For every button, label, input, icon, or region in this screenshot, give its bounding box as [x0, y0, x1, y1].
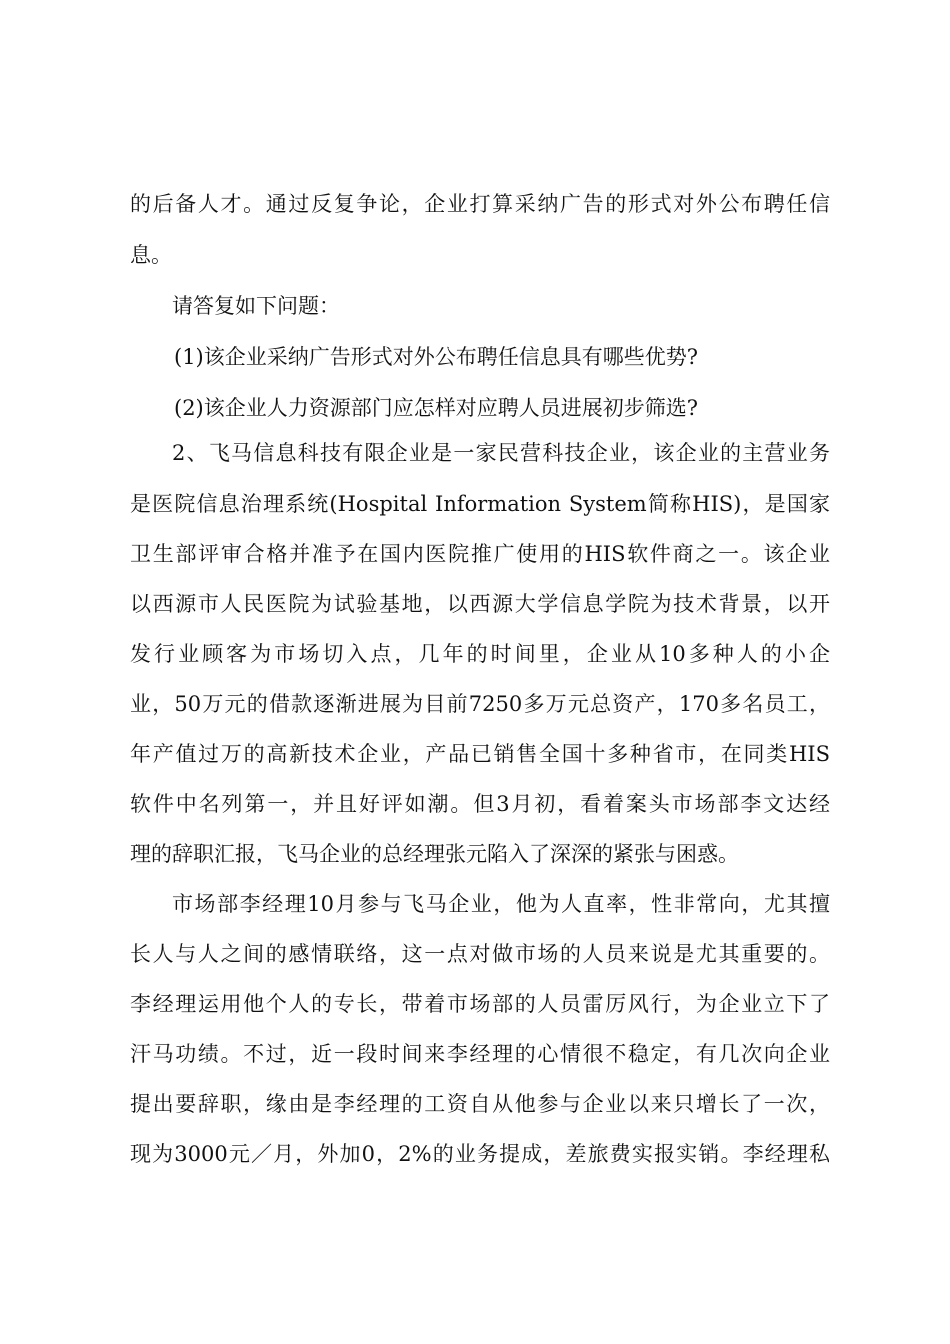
text-line: 提出要辞职，缘由是李经理的工资自从他参与企业以来只增长了一次， — [130, 1092, 830, 1116]
text-line: 息。 — [130, 243, 172, 267]
text-line: 发行业顾客为市场切入点，几年的时间里，企业从10多种人的小企 — [130, 642, 830, 666]
text-line: 卫生部评审合格并准予在国内医院推广使用的HIS软件商之一。该企业 — [130, 542, 830, 566]
text-line: 市场部李经理10月参与飞马企业，他为人直率，性非常向，尤其擅 — [172, 892, 830, 916]
text-line: 软件中名列第一，并且好评如潮。但3月初，看着案头市场部李文达经 — [130, 792, 830, 816]
text-line: 长人与人之间的感情联络，这一点对做市场的人员来说是尤其重要的。 — [130, 942, 830, 966]
text-line: 以西源市人民医院为试验基地，以西源大学信息学院为技术背景，以开 — [130, 592, 830, 616]
text-line: 汗马功绩。不过，近一段时间来李经理的心情很不稳定，有几次向企业 — [130, 1042, 830, 1066]
text-line: 的后备人才。通过反复争论，企业打算采纳广告的形式对外公布聘任信 — [130, 192, 830, 216]
text-line: 业，50万元的借款逐渐进展为目前7250多万元总资产，170多名员工， — [130, 692, 830, 716]
text-line: 是医院信息治理系统(Hospital Information System简称HIS)，是国家 — [130, 492, 830, 516]
text-line: 现为3000元／月，外加0，2%的业务提成，差旅费实报实销。李经理私 — [130, 1142, 830, 1166]
text-line: 年产值过万的高新技术企业，产品已销售全国十多种省市，在同类HIS — [130, 742, 830, 766]
question-2: (2)该企业人力资源部门应怎样对应聘人员进展初步筛选? — [174, 396, 699, 420]
text-line: 2、飞马信息科技有限企业是一家民营科技企业，该企业的主营业务 — [172, 441, 830, 465]
text-line: 李经理运用他个人的专长，带着市场部的人员雷厉风行，为企业立下了 — [130, 992, 830, 1016]
text-line: 理的辞职汇报，飞马企业的总经理张元陷入了深深的紧张与困惑。 — [130, 842, 739, 866]
question-1: (1)该企业采纳广告形式对外公布聘任信息具有哪些优势? — [174, 345, 699, 369]
text-line: 请答复如下问题： — [172, 294, 340, 318]
